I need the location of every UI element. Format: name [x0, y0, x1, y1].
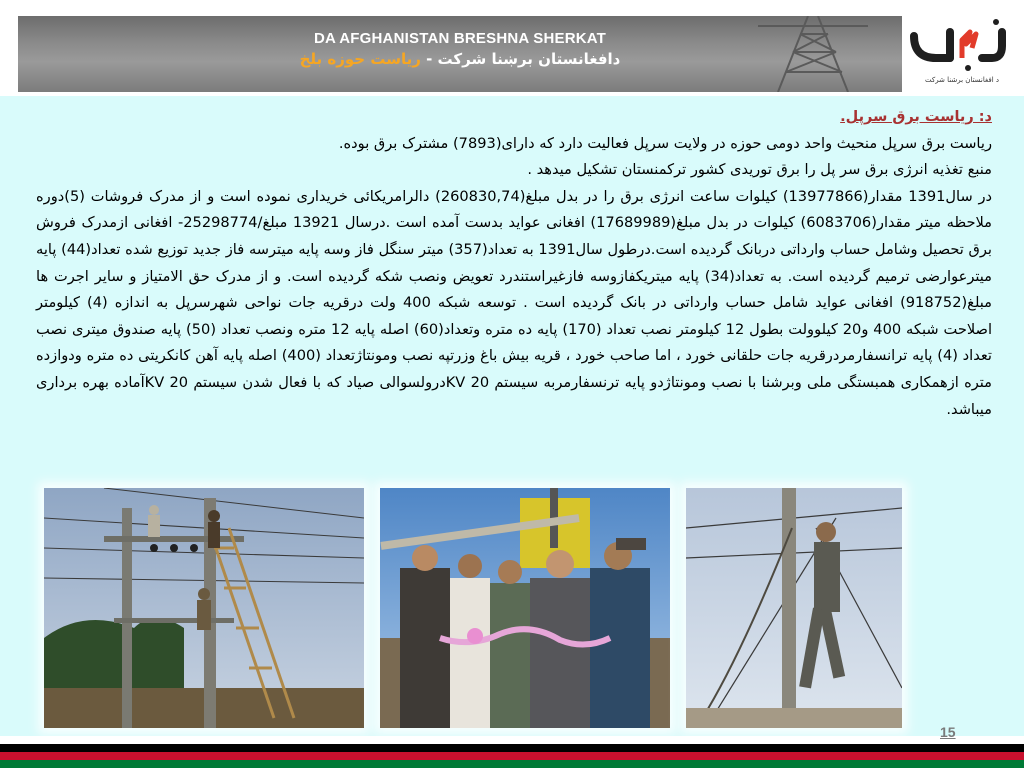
company-name-english: DA AFGHANISTAN BRESHNA SHERKAT	[313, 30, 607, 47]
slide-body	[36, 104, 992, 423]
company-name-dari	[18, 50, 902, 68]
region-name: ریاست حوزه بلخ	[299, 50, 421, 68]
photo-ribbon-cutting-ceremony	[380, 488, 670, 728]
breshna-logo	[906, 8, 1018, 88]
company-name-dari-main: دافغانستان برښنا شرکت -	[420, 50, 621, 68]
paragraph-2: منبع تغذیه انرژی برق سر پل را برق توریدی کشور ترکمنستان تشکیل میدهد .	[527, 161, 992, 179]
logo-caption: د افغانستان برشنا شرکت	[924, 76, 1000, 84]
photo-worker-climbing-pole	[686, 488, 902, 728]
afghan-flag-stripe	[0, 744, 1024, 768]
paragraph-1: ریاست برق سرپل منحیث واحد دومی حوزه در ولایت سرپل فعالیت دارد که دارای(7893) مشترک برق بوده.	[338, 134, 992, 152]
section-title: د: ریاست برق سرپل.	[840, 109, 992, 125]
photo-linemen-on-pole	[44, 488, 364, 728]
flag-stripe-red	[0, 752, 1024, 760]
header-banner	[18, 16, 902, 92]
flag-stripe-green	[0, 760, 1024, 768]
breshna-logo-mark	[906, 8, 1018, 74]
page-number: 15	[940, 724, 956, 740]
flag-stripe-black	[0, 744, 1024, 752]
paragraph-3: در سال1391 مقدار(13977866) کیلوات ساعت انرژی برق را در بدل مبلغ(260830,74) دالرامریکائی خریداری نموده است و از مدرک فروشات (5)دوره ملاحظه میتر مقدار(6083706) کیلوات در بدل مبلغ(17689989) افغانی عواید بدست آمده است .درسال 13921 مبلغ/25298774- افغانی ازمدرک فروش برق تحصیل وشامل حساب وارداتی دربانک گردیده است.درطول سال1391 به تعداد(357) میتر سنگل فاز وسه پایه میترسه فاز جدید توزیع شده تعداد(44) پایه میترعوارضی ترمیم گردیده است. به تعداد(34) پایه میتریکفازوسه فازغیراستندرد تعویض ونصب شکه گردیده است. و از مدرک حق الامتیاز و سایر اجرت ها مبلغ(918752) افغانی عواید شامل حساب وارداتی در بانک گردیده است . توسعه شبکه 400 ولت درقریه جات نواحی شهرسرپل به اندازه (4) کیلومتر اصلاحت شبکه 400 و20 کیلوولت بطول 12 کیلومتر نصب تعداد (170) پایه ده متره وتعداد(60) اصله پایه 12 متره ونصب تعداد (50) پایه صندوق میتری نصب تعداد (4) پایه ترانسفارمردرقریه جات حلقانی خورد ، اما صاحب خورد ، قریه بیش باغ وزرتپه نصب ومونتاژتعداد (400) اصله پایه آهن کانکریتی ده متره ودوازده متره ازهمکاری همبستگی ملی وبرشنا با نصب ومونتاژدو پایه ترنسفارمربه سیستم KV 20درولسوالی صیاد که با فعال شدن سیستم KV 20آماده بهره برداری میباشد.	[36, 187, 993, 418]
slide-header	[0, 0, 1024, 96]
